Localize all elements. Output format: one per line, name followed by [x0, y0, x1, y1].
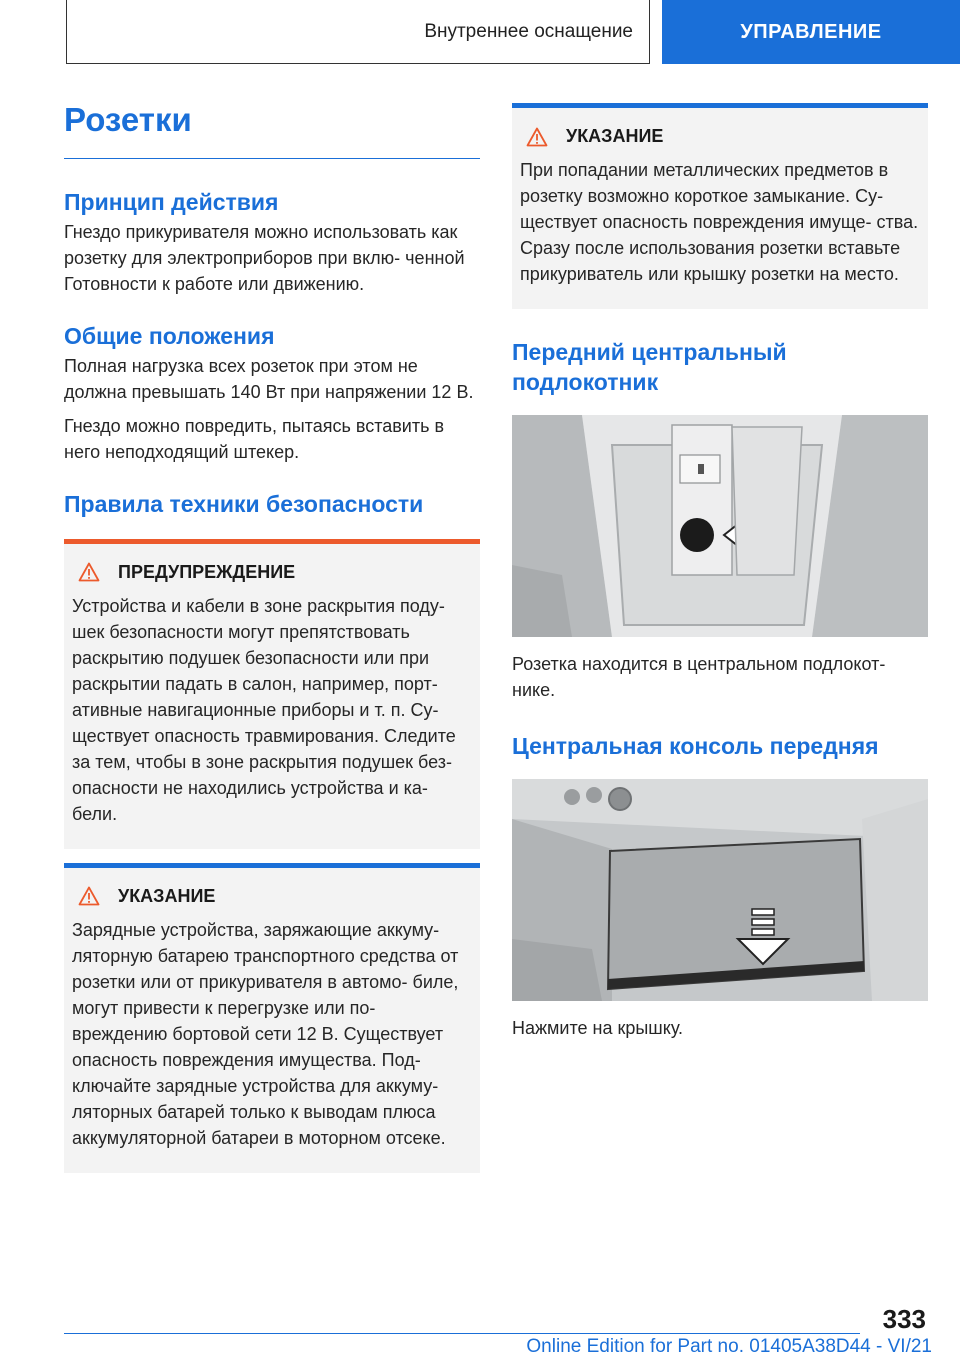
notice-triangle-icon [78, 886, 100, 906]
warning-header [78, 562, 472, 583]
header-category-tab [662, 0, 960, 64]
notice-triangle-icon [526, 127, 548, 147]
right-column [512, 103, 928, 1049]
header-section-label: Внутреннее оснащение [424, 20, 633, 42]
principle-text: Гнездо прикуривателя можно использовать как розетку для электроприборов при вклю- ченной Готовности к работе или движению. [64, 221, 465, 294]
console-heading: Центральная консоль передняя [512, 733, 879, 759]
armrest-caption: Розетка находится в центральном подлокот- нике. [512, 654, 886, 700]
warning-triangle-icon [78, 562, 100, 582]
left-column [64, 100, 480, 1173]
general-text-1: Полная нагрузка всех розеток при этом не должна превышать 140 Вт при напряжении 12 В. [64, 355, 474, 402]
page-number: 333 [882, 1304, 926, 1334]
notice-label-charger: УКАЗАНИЕ [118, 885, 216, 906]
console-caption: Нажмите на крышку. [512, 1018, 684, 1038]
principle-section [64, 187, 480, 297]
safety-heading: Правила техники безопасности [64, 490, 424, 517]
warning-label: ПРЕДУПРЕЖДЕНИЕ [118, 561, 296, 582]
console-photo [512, 779, 928, 1001]
general-text-2: Гнездо можно повредить, пытаясь вставить в него неподходящий штекер. [64, 415, 445, 462]
notice-label-socket: УКАЗАНИЕ [566, 126, 664, 146]
armrest-photo [512, 415, 928, 637]
notice-text-charger: Зарядные устройства, заряжающие аккуму- ляторную батарею транспортного средства от розетки или от прикуривателя в автомо- биле, могут привести к перегрузке или по- вреждению бортовой сети 12 В. Существует опасность повреждения имущества. Под- ключайте зарядные устройства для аккуму- ляторных батарей только к выводам плюса аккумуляторной батареи в моторном отсеке. [72, 919, 459, 1148]
notice-header-socket [526, 126, 920, 147]
page-title: Розетки [64, 100, 480, 159]
general-section [64, 321, 480, 465]
principle-heading: Принцип действия [64, 188, 279, 215]
notice-text-socket: При попадании металлических предметов в розетку возможно короткое замыкание. Су- ществует опасность повреждения имуще- ства. Сразу после использования розетки вставьте прикуриватель или крышку розетки на место. [520, 160, 919, 284]
general-heading: Общие положения [64, 322, 275, 349]
notice-box-charger [64, 863, 480, 1173]
warning-box [64, 539, 480, 849]
footer-divider [64, 1333, 860, 1334]
warning-text: Устройства и кабели в зоне раскрытия поду- шек безопасности могут препятствовать раскрытию подушек безопасности или при раскрытии падать в салон, например, порт- ативные навигационные приборы и т. п. Су- ществует опасность травмирования. Следите за тем, чтобы в зоне раскрытия подушек без- опасности не находились устройства и ка- бели. [72, 595, 456, 824]
header-category-label: УПРАВЛЕНИЕ [740, 20, 882, 43]
notice-box-socket [512, 103, 928, 309]
footer-edition: Online Edition for Part no. 01405A38D44 - VI/21 [526, 1336, 932, 1357]
notice-header-charger [78, 886, 472, 907]
armrest-heading: Передний центральный подлокотник [512, 339, 787, 395]
header-section-tab [66, 0, 650, 64]
